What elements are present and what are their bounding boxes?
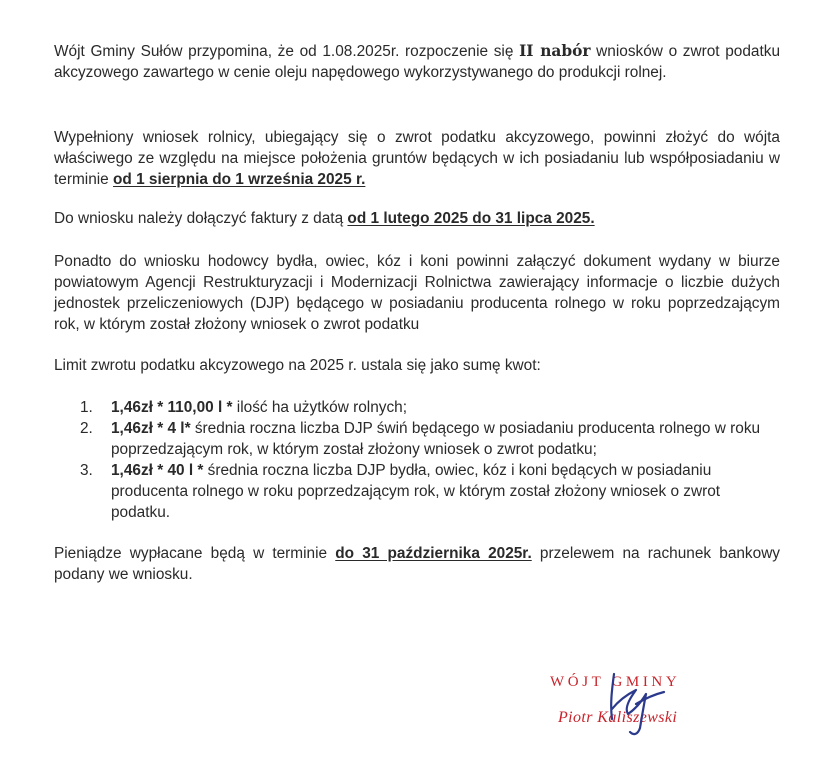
paragraph-announcement-text-1: Wójt Gminy Sułów przypomina, że od 1.08.2025r. rozpoczenie się [54,43,520,60]
list-item-rate: 1,46zł * 110,00 l * [111,399,233,416]
list-item-text: ilość ha użytków rolnych; [232,399,408,416]
paragraph-submission-text: Wypełniony wniosek rolnicy, ubiegający się o zwrot podatku akcyzowego, powinni złożyć do wójta właściwego ze względu na miejsce położenia gruntów będących w ich posiadaniu lub współposiadaniu w terminie [54,129,780,188]
list-item [80,397,780,418]
list-item-text: średnia roczna liczba DJP bydła, owiec, kóz i koni będących w posiadaniu producenta rolnego w roku poprzedzającym rok, w którym został złożony wniosek o zwrot podatku. [111,462,721,521]
paragraph-livestock-text: Ponadto do wniosku hodowcy bydła, owiec, kóz i koni powinni załączyć dokument wydany w biurze powiatowym Agencji Restrukturyzacji i Modernizacji Rolnictwa zawierający informacje o liczbie dużych jednostek przeliczeniowych (DJP) będącego w posiadaniu producenta rolnego w roku poprzedzającym rok, w którym został złożony wniosek o zwrot podatku [54,253,780,333]
paragraph-invoices [54,208,780,229]
invoice-date-range: od 1 lutego 2025 do 31 lipca 2025. [347,210,595,227]
paragraph-submission [54,127,780,190]
list-item-number: 3. [80,462,93,479]
paragraph-invoices-text: Do wniosku należy dołączyć faktury z datą [54,210,348,227]
list-item [80,418,780,460]
paragraph-limit-text: Limit zwrotu podatku akcyzowego na 2025 r. ustala się jako sumę kwot: [54,357,541,374]
paragraph-announcement-text-2: wniosków o zwrot podatku akcyzowego zawartego w cenie oleju napędowego wykorzystywanego do produkcji rolnej. [54,43,780,81]
nabor-highlight: II nabór [519,42,591,60]
list-item-rate: 1,46zł * 40 l * [111,462,204,479]
paragraph-payment [54,543,780,585]
paragraph-livestock [54,251,780,335]
payment-deadline: do 31 października 2025r. [335,545,532,562]
paragraph-payment-text-2: przelewem na rachunek bankowy podany we wniosku. [54,545,781,583]
list-item-number: 2. [80,420,93,437]
paragraph-announcement [54,41,780,83]
list-item-rate: 1,46zł * 4 l* [111,420,191,437]
paragraph-payment-text-1: Pieniądze wypłacane będą w terminie [54,545,336,562]
list-item-text: średnia roczna liczba DJP świń będącego w posiadaniu producenta rolnego w roku poprzedzającym rok, w którym został złożony wniosek o zwrot podatku; [111,420,761,458]
paragraph-limit [54,355,780,376]
stamp-title: WÓJT GMINY [550,674,681,690]
limit-list [80,397,780,523]
submission-deadline: od 1 sierpnia do 1 września 2025 r. [113,171,366,188]
signature-icon [600,664,670,739]
list-item [80,460,780,523]
official-stamp [540,664,730,744]
stamp-name: Piotr Kaliszewski [558,709,678,726]
list-item-number: 1. [80,399,93,416]
